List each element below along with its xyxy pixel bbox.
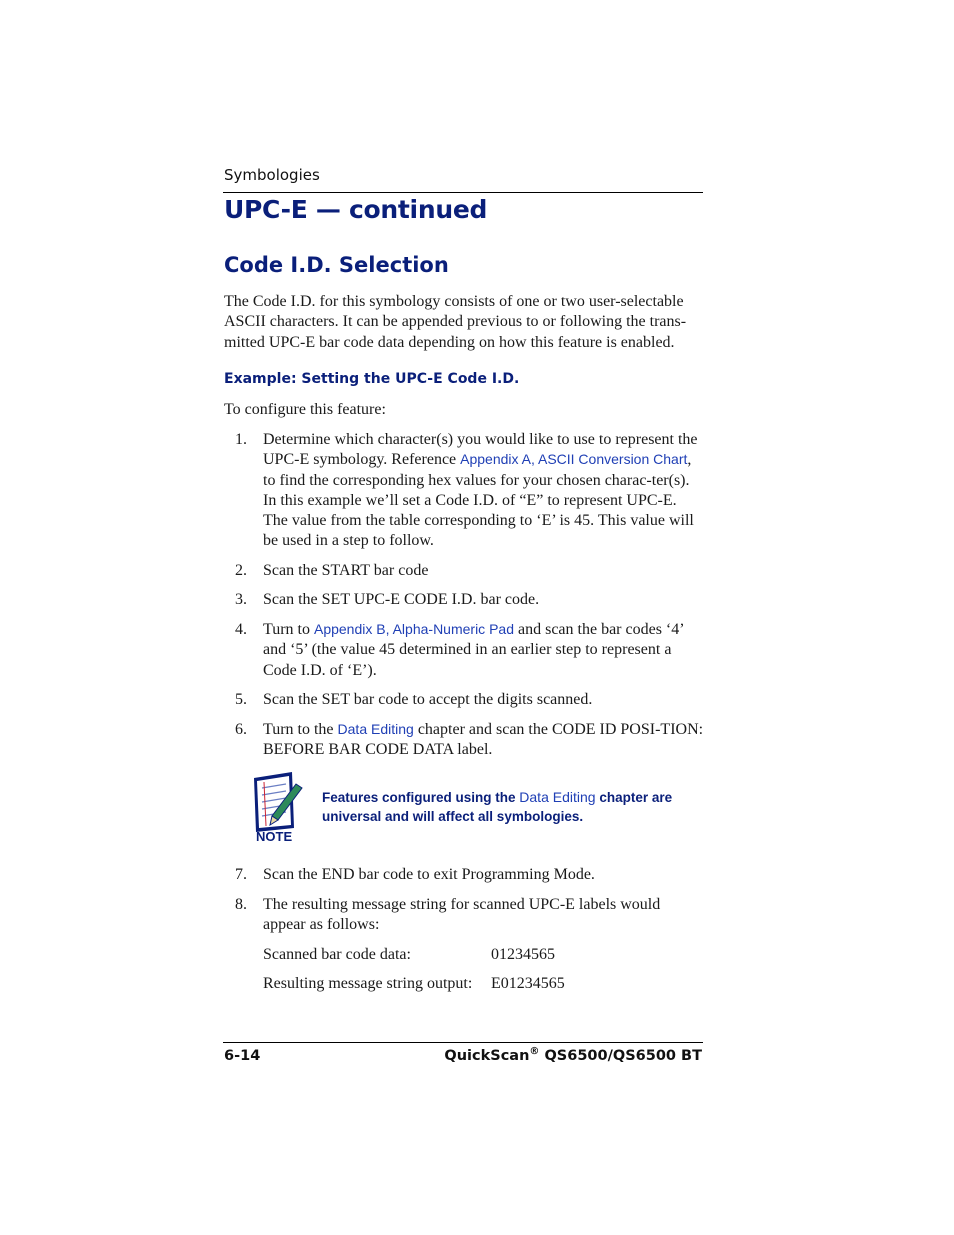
appendix-a-link[interactable]: Appendix A, ASCII Conversion Chart bbox=[460, 451, 688, 468]
scanned-data-label: Scanned bar code data: bbox=[263, 946, 411, 963]
registered-mark: ® bbox=[529, 1046, 540, 1057]
step-text: Scan the SET bar code to accept the digits scanned. bbox=[263, 691, 593, 708]
step-text: , to find the corresponding hex values for your chosen charac-ter(s). In this example we’ll set a Code I.D. of “E” to represent UPC-E. The value from the table corresponding to ‘E’ is 45. This value will be used in a step to follow. bbox=[263, 451, 694, 550]
note-text bbox=[322, 788, 692, 826]
step-text: chapter and scan the CODE ID POSI-TION: BEFORE BAR CODE DATA label. bbox=[263, 721, 704, 759]
step-number: 2. bbox=[235, 562, 247, 579]
step-text: Scan the START bar code bbox=[263, 562, 429, 579]
note-label: NOTE bbox=[256, 829, 293, 844]
intro-line: ASCII characters. It can be appended previous to or following the trans- bbox=[224, 313, 687, 331]
intro-line: The Code I.D. for this symbology consists of one or two user-selectable bbox=[224, 293, 684, 310]
example-heading: Example: Setting the UPC-E Code I.D. bbox=[224, 371, 520, 387]
scanned-data-value: 01234565 bbox=[491, 946, 555, 963]
output-label: Resulting message string output: bbox=[263, 975, 473, 992]
configure-text: To configure this feature: bbox=[224, 401, 386, 418]
data-editing-link[interactable]: Data Editing bbox=[337, 721, 414, 737]
step-text: Turn to the bbox=[263, 721, 338, 738]
note-text-part: Features configured using the bbox=[322, 790, 520, 805]
step-number: 6. bbox=[235, 721, 247, 738]
step-number: 1. bbox=[235, 431, 247, 448]
intro-paragraph bbox=[224, 292, 704, 353]
step-number: 4. bbox=[235, 621, 247, 638]
step-number: 5. bbox=[235, 691, 247, 708]
note-text-part: chapter are universal and will affect all symbologies. bbox=[322, 790, 673, 824]
intro-line: mitted UPC-E bar code data depending on how this feature is enabled. bbox=[224, 333, 675, 351]
step-text: Scan the SET UPC-E CODE I.D. bar code. bbox=[263, 591, 540, 608]
note-data-editing-link[interactable]: Data Editing bbox=[519, 789, 596, 805]
step-number: 7. bbox=[235, 866, 247, 883]
footer-rule bbox=[223, 1042, 703, 1043]
product-model: QS6500/QS6500 BT bbox=[539, 1047, 702, 1064]
product-name: QuickScan bbox=[444, 1047, 530, 1064]
step-number: 3. bbox=[235, 591, 247, 608]
section-title: Code I.D. Selection bbox=[224, 253, 449, 277]
step-text: The resulting message string for scanned UPC-E labels would appear as follows: bbox=[263, 896, 661, 934]
step-number: 8. bbox=[235, 896, 247, 913]
step-text: Determine which character(s) you would like to use to represent the UPC-E symbology. Reference bbox=[263, 431, 698, 469]
section-header: Symbologies bbox=[224, 166, 320, 184]
footer-product bbox=[444, 1046, 702, 1064]
output-value: E01234565 bbox=[491, 975, 565, 992]
step-text: Scan the END bar code to exit Programming Mode. bbox=[263, 866, 595, 883]
step-text: Turn to bbox=[263, 621, 314, 638]
page-number: 6-14 bbox=[224, 1048, 261, 1064]
appendix-b-link[interactable]: Appendix B, Alpha-Numeric Pad bbox=[313, 621, 514, 637]
page-title: UPC-E — continued bbox=[224, 195, 488, 224]
header-rule bbox=[223, 192, 703, 193]
step-text: and scan the bar codes ‘4’ and ‘5’ (the value 45 determined in an earlier step to represent a Code I.D. of ‘E’). bbox=[263, 621, 684, 679]
